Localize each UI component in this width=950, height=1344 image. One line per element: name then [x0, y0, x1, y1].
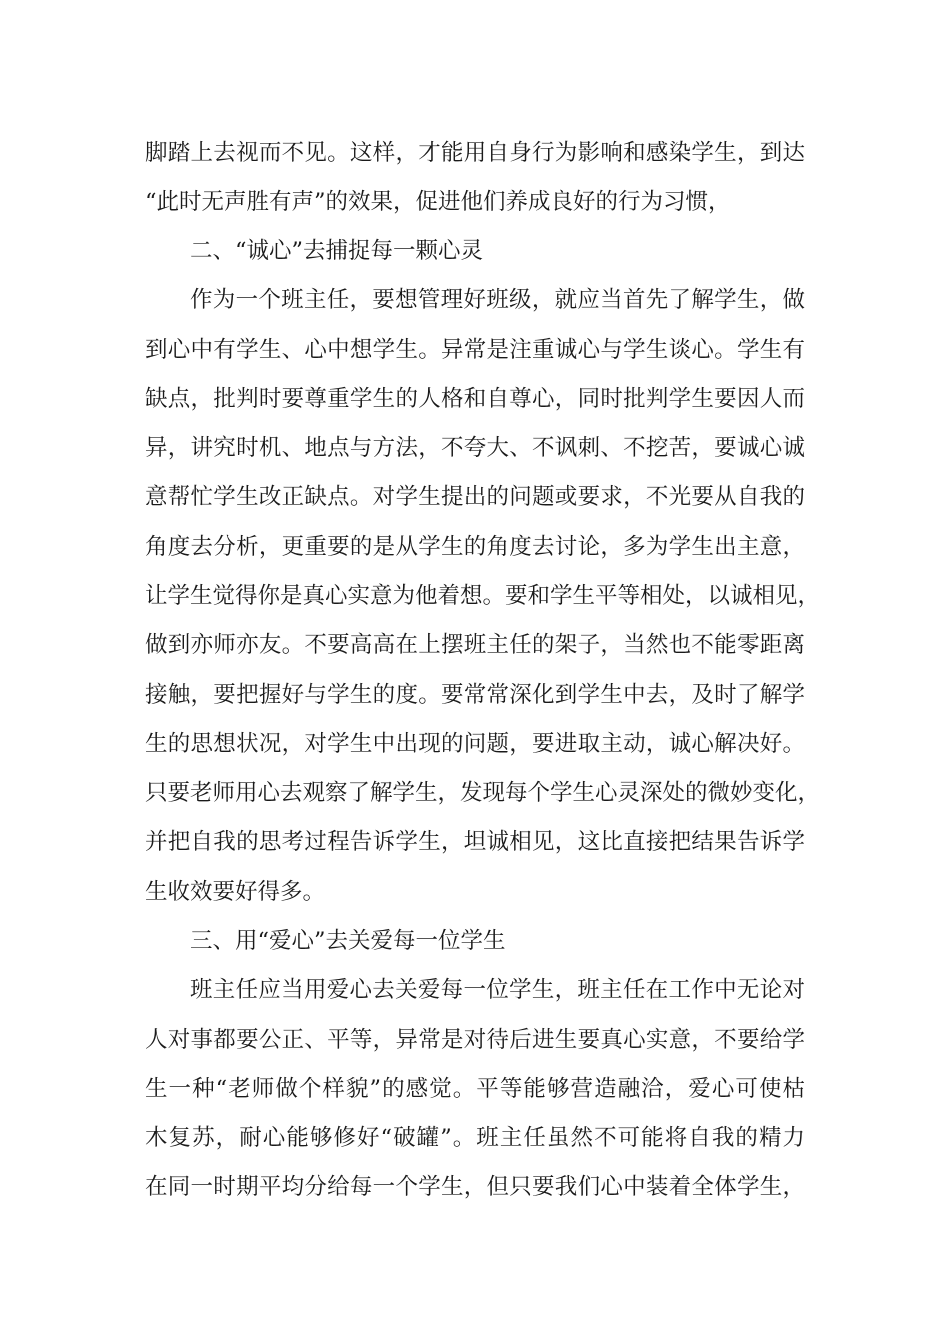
text-line: 木复苏，耐心能够修好“破罐”。班主任虽然不可能将自我的精力 — [145, 1125, 805, 1151]
text-line: 并把自我的思考过程告诉学生，坦诚相见，这比直接把结果告诉学 — [145, 829, 805, 855]
text-line: 人对事都要公正、平等，异常是对待后进生要真心实意，不要给学 — [145, 1027, 805, 1053]
text-line: 生的思想状况，对学生中出现的问题，要进取主动，诚心解决好。 — [145, 731, 805, 757]
text-line: “此时无声胜有声”的效果，促进他们养成良好的行为习惯， — [145, 189, 731, 215]
text-line: 角度去分析，更重要的是从学生的角度去讨论，多为学生出主意， — [145, 534, 805, 560]
text-line: 在同一时期平均分给每一个学生，但只要我们心中装着全体学生， — [145, 1174, 805, 1200]
text-line: 做到亦师亦友。不要高高在上摆班主任的架子，当然也不能零距离 — [145, 632, 805, 658]
section-heading: 三、用“爱心”去关爱每一位学生 — [190, 928, 506, 954]
text-line: 作为一个班主任，要想管理好班级，就应当首先了解学生，做 — [190, 287, 805, 313]
text-line: 异，讲究时机、地点与方法，不夸大、不讽刺、不挖苦，要诚心诚 — [145, 435, 805, 461]
section-heading: 二、“诚心”去捕捉每一颗心灵 — [190, 238, 484, 264]
text-line: 只要老师用心去观察了解学生，发现每个学生心灵深处的微妙变化， — [145, 780, 821, 806]
text-line: 到心中有学生、心中想学生。异常是注重诚心与学生谈心。学生有 — [145, 337, 805, 363]
text-line: 生收效要好得多。 — [145, 879, 326, 905]
text-line: 让学生觉得你是真心实意为他着想。要和学生平等相处，以诚相见， — [145, 583, 821, 609]
text-line: 缺点，批判时要尊重学生的人格和自尊心，同时批判学生要因人而 — [145, 386, 805, 412]
text-line: 班主任应当用爱心去关爱每一位学生，班主任在工作中无论对 — [190, 977, 805, 1003]
text-line: 脚踏上去视而不见。这样，才能用自身行为影响和感染学生，到达 — [145, 140, 805, 166]
text-line: 生一种“老师做个样貌”的感觉。平等能够营造融洽，爱心可使枯 — [145, 1076, 805, 1102]
text-line: 接触，要把握好与学生的度。要常常深化到学生中去，及时了解学 — [145, 682, 805, 708]
text-line: 意帮忙学生改正缺点。对学生提出的问题或要求，不光要从自我的 — [145, 484, 805, 510]
